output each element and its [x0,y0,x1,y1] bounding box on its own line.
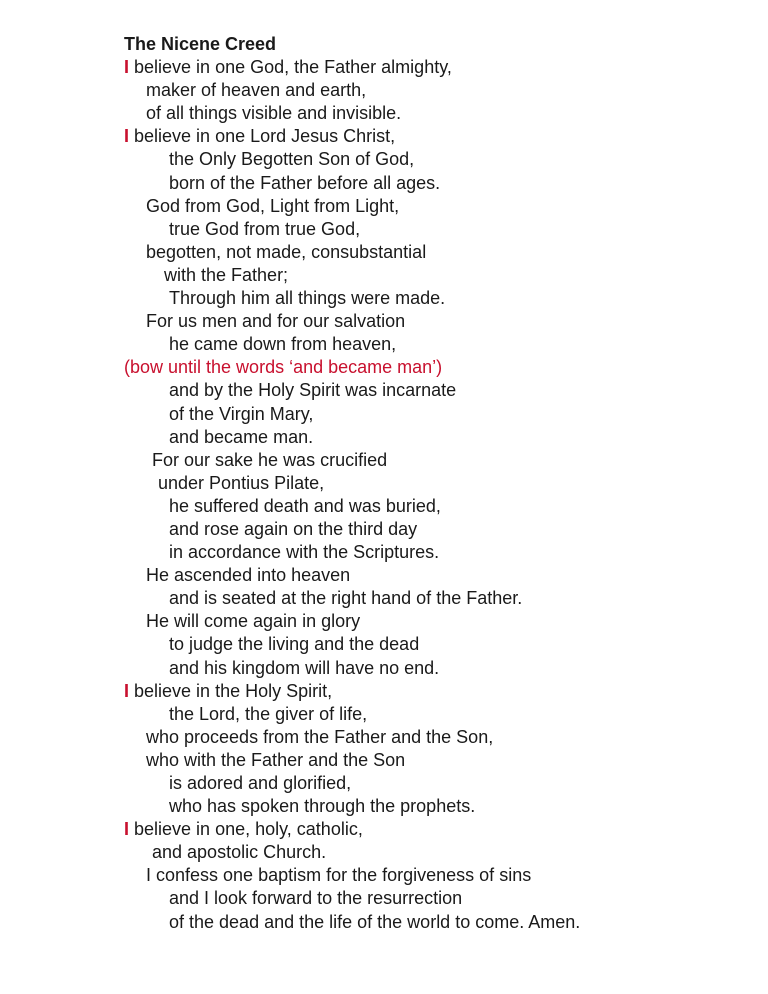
creed-line [124,587,744,610]
creed-line-text: God from God, Light from Light, [146,195,400,216]
creed-line-text: and apostolic Church. [152,842,327,863]
creed-line [124,102,744,125]
creed-line [124,610,744,633]
creed-line [124,379,744,402]
creed-line-text: believe in one, holy, catholic, [129,819,363,840]
rubric-instruction: (bow until the words ‘and became man’) [124,357,443,378]
creed-line-text: and rose again on the third day [169,518,418,539]
creed-line-text: and is seated at the right hand of the Father. [169,588,523,609]
creed-line-text: believe in the Holy Spirit, [129,680,333,701]
creed-line [124,495,744,518]
creed-line [124,426,744,449]
creed-text [124,56,744,934]
creed-line [124,333,744,356]
creed-line-text: under Pontius Pilate, [158,472,325,493]
creed-line-text: begotten, not made, consubstantial [146,241,427,262]
creed-line-text: of the dead and the life of the world to come. Amen. [169,911,581,932]
creed-line-text: in accordance with the Scriptures. [169,542,440,563]
creed-line-text: who proceeds from the Father and the Son, [146,726,494,747]
creed-line-text: and by the Holy Spirit was incarnate [169,380,457,401]
creed-line-text: he suffered death and was buried, [169,495,441,516]
creed-line [124,56,744,79]
creed-line [124,472,744,495]
creed-line-text: who has spoken through the prophets. [169,796,476,817]
creed-line-text: who with the Father and the Son [146,749,406,770]
creed-line-text: Through him all things were made. [169,288,446,309]
red-initial: I [124,57,130,78]
creed-line [124,633,744,656]
creed-line-text: true God from true God, [169,218,361,239]
creed-line-text: of all things visible and invisible. [146,103,402,124]
creed-line [124,172,744,195]
creed-line-text: I confess one baptism for the forgiveness of sins [146,865,532,886]
creed-line-text: and I look forward to the resurrection [169,888,463,909]
creed-line [124,772,744,795]
creed-line [124,726,744,749]
creed-line-text: and became man. [169,426,314,447]
creed-line [124,818,744,841]
creed-document [124,33,744,934]
creed-line [124,911,744,934]
creed-line-text: He ascended into heaven [146,565,351,586]
creed-line-text: maker of heaven and earth, [146,80,367,101]
creed-line-text: believe in one God, the Father almighty, [129,57,452,78]
creed-line [124,795,744,818]
creed-line-text: to judge the living and the dead [169,634,420,655]
creed-line [124,864,744,887]
creed-line [124,657,744,680]
creed-line [124,703,744,726]
red-initial: I [124,126,130,147]
creed-line [124,887,744,910]
creed-line-text: For our sake he was crucified [152,449,388,470]
creed-line-text: of the Virgin Mary, [169,403,314,424]
creed-line [124,79,744,102]
creed-line [124,518,744,541]
creed-line-text: For us men and for our salvation [146,311,406,332]
creed-line-text: he came down from heaven, [169,334,397,355]
creed-line [124,403,744,426]
creed-line [124,287,744,310]
document-title: The Nicene Creed [124,34,277,54]
creed-line [124,125,744,148]
creed-line [124,218,744,241]
creed-line [124,241,744,264]
creed-line [124,841,744,864]
creed-line [124,449,744,472]
creed-line-text: believe in one Lord Jesus Christ, [129,126,396,147]
creed-line-text: the Only Begotten Son of God, [169,149,415,170]
creed-line-text: He will come again in glory [146,611,361,632]
creed-line [124,195,744,218]
creed-line [124,680,744,703]
creed-line [124,148,744,171]
creed-line [124,749,744,772]
creed-line-text: with the Father; [164,264,289,285]
creed-line-text: the Lord, the giver of life, [169,703,368,724]
creed-line [124,264,744,287]
creed-line-text: born of the Father before all ages. [169,172,441,193]
creed-line-text: and his kingdom will have no end. [169,657,440,678]
creed-line [124,310,744,333]
red-initial: I [124,680,130,701]
red-initial: I [124,819,130,840]
creed-line-text: is adored and glorified, [169,773,352,793]
creed-line [124,564,744,587]
creed-line [124,541,744,564]
